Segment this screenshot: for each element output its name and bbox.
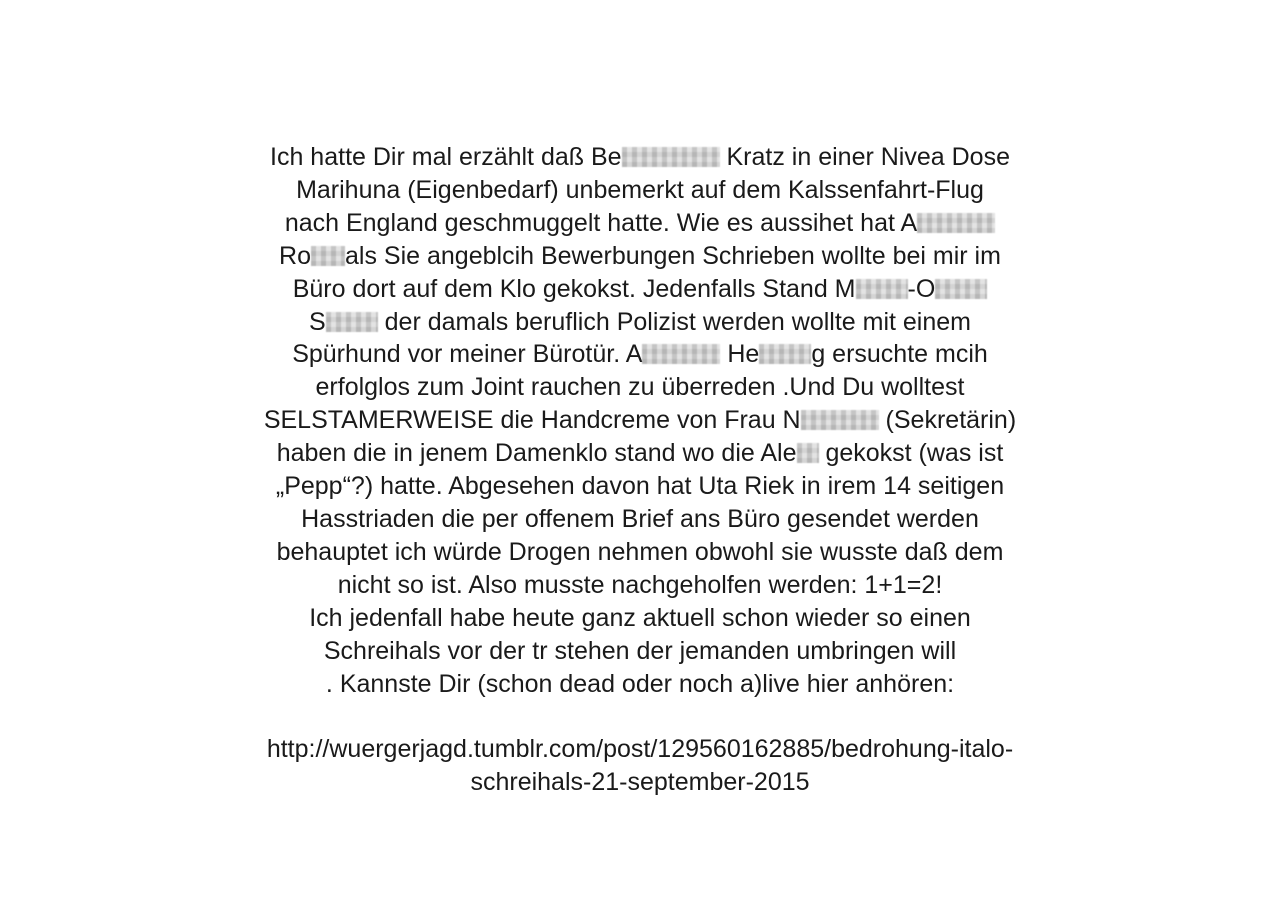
text-line: . Kannste Dir (schon dead oder noch a)live hier anhören: xyxy=(325,669,955,698)
text-line: behauptet ich würde Drogen nehmen obwohl sie wusste daß dem xyxy=(276,537,1004,566)
letter-text xyxy=(140,141,1140,799)
blank-line xyxy=(140,700,1140,733)
text-line: nach England geschmuggelt hatte. Wie es aussihet hat A xyxy=(140,207,1140,240)
text-line: Spürhund vor meiner Bürotür. A He g ersuchte mcih xyxy=(292,340,988,369)
redacted-name xyxy=(935,279,987,299)
text-line: Ich jedenfall habe heute ganz aktuell schon wieder so einen xyxy=(309,603,971,632)
text-line: Ro als Sie angeblcih Bewerbungen Schrieben wollte bei mir im xyxy=(279,241,1001,270)
redacted-name xyxy=(759,344,811,364)
redacted-name xyxy=(311,246,345,266)
redacted-name xyxy=(856,279,908,299)
text-line: Hasstriaden die per offenem Brief ans Büro gesendet werden xyxy=(301,504,979,533)
redacted-name xyxy=(917,213,995,233)
text-line: SELSTAMERWEISE die Handcreme von Frau N (Sekretärin) xyxy=(263,406,1017,435)
redacted-name xyxy=(801,410,879,430)
redacted-name xyxy=(622,147,720,167)
redacted-name xyxy=(326,312,378,332)
text-line: Büro dort auf dem Klo gekokst. Jedenfalls Stand M -O xyxy=(140,273,1140,306)
text-line: Marihuna (Eigenbedarf) unbemerkt auf dem Kalssenfahrt-Flug xyxy=(296,175,984,204)
redacted-name xyxy=(642,344,720,364)
redacted-name xyxy=(797,443,819,463)
text-line: haben die in jenem Damenklo stand wo die Ale gekokst (was ist xyxy=(276,439,1004,468)
url-line: schreihals-21-september-2015 xyxy=(470,768,810,797)
text-line: Schreihals vor der tr stehen der jemanden umbringen will xyxy=(323,636,957,665)
text-line: „Pepp“?) hatte. Abgesehen davon hat Uta Riek in irem 14 seitigen xyxy=(275,472,1005,501)
text-line: nicht so ist. Also musste nachgeholfen werden: 1+1=2! xyxy=(337,570,943,599)
url-line: http://wuergerjagd.tumblr.com/post/129560162885/bedrohung-italo- xyxy=(266,735,1014,764)
text-line: S der damals beruflich Polizist werden wollte mit einem xyxy=(309,307,971,336)
text-line: erfolglos zum Joint rauchen zu überreden .Und Du wolltest xyxy=(315,373,965,402)
text-line: Ich hatte Dir mal erzählt daß Be Kratz in einer Nivea Dose xyxy=(270,143,1010,171)
